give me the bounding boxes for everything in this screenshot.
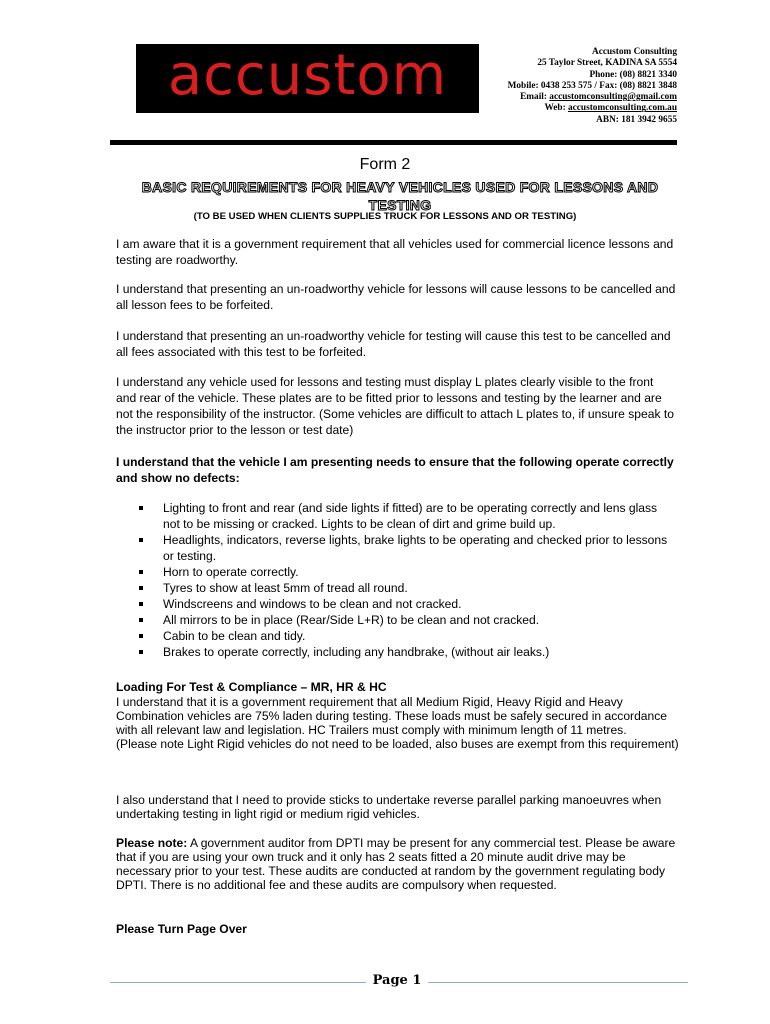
header-divider (110, 140, 677, 145)
company-logo (136, 44, 479, 113)
main-title: BASIC REQUIREMENTS FOR HEAVY VEHICLES USED FOR LESSONS AND TESTING (141, 179, 659, 213)
company-phone: Phone: (08) 8821 3340 (589, 69, 677, 80)
company-address: 25 Taylor Street, KADINA SA 5554 (537, 58, 677, 69)
subtitle: (TO BE USED WHEN CLIENTS SUPPLIES TRUCK FOR LESSONS AND OR TESTING) (193, 211, 577, 222)
paragraph-l-plates: I understand any vehicle used for lessons and testing must display L plates clearly visible to the front and rear of the vehicle. These plates are to be fitted prior to lessons and testing by the learner and are not the responsibility of the instructor. (Some vehicles are difficult to attach L plates to, if unsure speak to the instructor prior to the lesson or test date) (116, 375, 674, 437)
bullet-icon (139, 650, 143, 654)
list-item: Brakes to operate correctly, including any handbrake, (without air leaks.) (116, 644, 676, 660)
list-item: All mirrors to be in place (Rear/Side L+R) to be clean and not cracked. (116, 612, 676, 628)
bullet-icon (139, 570, 143, 574)
email-label: Email: (520, 92, 547, 103)
please-note-label: Please note: (116, 836, 188, 850)
loading-section (116, 695, 681, 751)
bullet-icon (139, 506, 143, 510)
company-web-row (508, 103, 677, 114)
web-label: Web: (544, 103, 566, 114)
company-email-row (508, 92, 677, 103)
list-item: Cabin to be clean and tidy. (116, 628, 676, 644)
please-note-text: A government auditor from DPTI may be present for any commercial test. Please be aware that if you are using your own truck and it only has 2 seats fitted a 20 minute audit drive may be necessary prior to your test. These audits are conducted at random by the government regulating body DPTI. There is no additional fee and these audits are compulsory when requested. (116, 836, 676, 892)
paragraph-sticks: I also understand that I need to provide sticks to undertake reverse parallel parking manoeuvres when undertaking testing in light rigid or medium rigid vehicles. (116, 793, 662, 821)
please-note-paragraph (116, 836, 681, 892)
list-item: Horn to operate correctly. (116, 564, 676, 580)
list-item: Windscreens and windows to be clean and not cracked. (116, 596, 676, 612)
defects-list (116, 500, 676, 660)
bullet-icon (139, 586, 143, 590)
loading-heading: Loading For Test & Compliance – MR, HR & HC (116, 680, 387, 694)
list-item: Lighting to front and rear (and side lights if fitted) are to be operating correctly and lens glass not to be missing or cracked. Lights to be clean of dirt and grime build up. (116, 500, 676, 532)
paragraph-defects-heading: I understand that the vehicle I am presenting needs to ensure that the following operate correctly and show no defects: (116, 455, 674, 485)
footer-rule-right (428, 982, 688, 983)
company-name: Accustom Consulting (592, 47, 677, 57)
paragraph-testing-cancelled: I understand that presenting an un-roadworthy vehicle for testing will cause this test to be cancelled and all fees associated with this test to be forfeited. (116, 329, 671, 359)
footer-rule-left (110, 982, 366, 983)
turn-page-note: Please Turn Page Over (116, 922, 247, 936)
company-abn: ABN: 181 3942 9655 (596, 114, 677, 125)
email-link[interactable]: accustomconsulting@gmail.com (549, 92, 677, 103)
bullet-icon (139, 538, 143, 542)
loading-body: I understand that it is a government requirement that all Medium Rigid, Heavy Rigid and Heavy Combination vehicles are 75% laden during testing. These loads must be safely secured in accordance with all relevant law and legislation. HC Trailers must comply with minimum length of 11 metres. (116, 695, 668, 737)
contact-block (508, 47, 677, 126)
bullet-icon (139, 618, 143, 622)
list-item: Tyres to show at least 5mm of tread all round. (116, 580, 676, 596)
bullet-icon (139, 602, 143, 606)
bullet-icon (139, 634, 143, 638)
list-item: Headlights, indicators, reverse lights, brake lights to be operating and checked prior to lessons or testing. (116, 532, 676, 564)
company-mobile-fax: Mobile: 0438 253 575 / Fax: (08) 8821 3848 (507, 80, 677, 91)
form-title: Form 2 (359, 156, 411, 173)
loading-note: (Please note Light Rigid vehicles do not need to be loaded, also buses are exempt from this requirement) (116, 737, 679, 751)
logo-text: accustom (167, 42, 448, 108)
paragraph-roadworthy: I am aware that it is a government requirement that all vehicles used for commercial licence lessons and testing are roadworthy. (116, 237, 674, 267)
web-link[interactable]: accustomconsulting.com.au (568, 103, 677, 114)
page-number: Page 1 (372, 973, 422, 988)
paragraph-lessons-cancelled: I understand that presenting an un-roadworthy vehicle for lessons will cause lessons to be cancelled and all lesson fees to be forfeited. (116, 282, 676, 312)
